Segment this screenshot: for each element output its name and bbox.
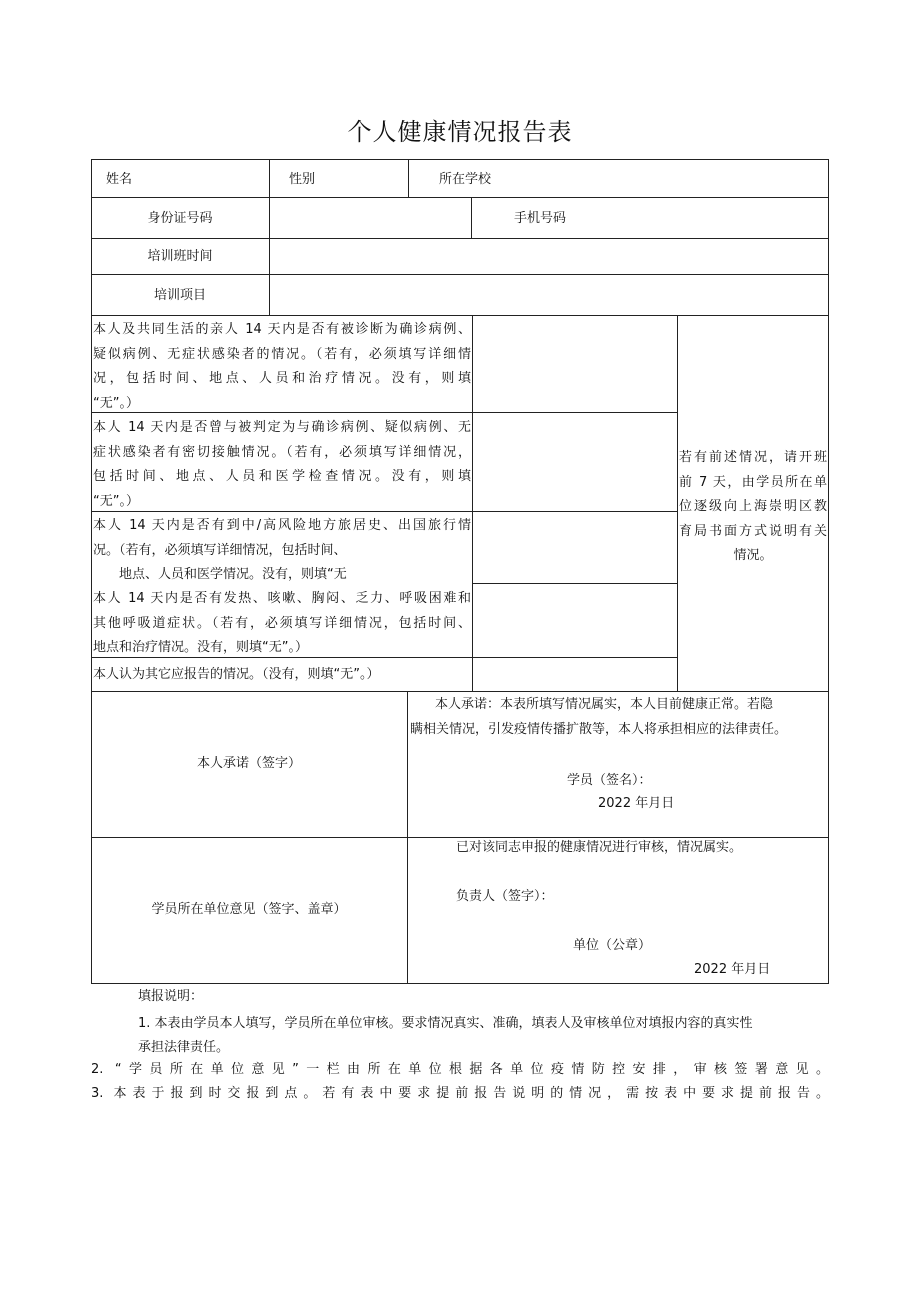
promise-text: 本人承诺：本表所填写情况属实，本人目前健康正常。若隐 瞒相关情况，引发疫情传播扩散等，本人将承担相应的法律责任。: [410, 697, 788, 737]
unit-opinion-label: 学员所在单位意见（签字、盖章）: [151, 902, 347, 917]
training-project-label: 培训项目: [153, 288, 206, 303]
promise-date: 2022 年月日: [598, 796, 675, 811]
gender-label: 性别: [289, 172, 316, 187]
form-title: 个人健康情况报告表: [347, 118, 573, 146]
training-time-label: 培训班时间: [147, 249, 213, 264]
unit-review-text: 已对该同志申报的健康情况进行审核，情况属实。: [456, 840, 743, 855]
unit-seal: 单位（公章）: [573, 938, 652, 953]
side-note: 若有前述情况，请开班 前 7 天，由学员所在单 位逐级向上海崇明区教 育局书面方式说明有关 情况。: [679, 450, 827, 563]
school-label: 所在学校: [439, 172, 492, 187]
question-4: 本人 14 天内是否有发热、咳嗽、胸闷、乏力、呼吸困难和 其他呼吸道症状。（若有，必须填写详细情况，包括时间、 地点和治疗情况。没有，则填“无”。）: [93, 591, 471, 655]
question-1: 本人及共同生活的亲人 14 天内是否有被诊断为确诊病例、 疑似病例、无症状感染者的情况。（若有，必须填写详细情 况，包括时间、地点、人员和治疗情况。没有，则填 “无”。）: [93, 322, 471, 411]
leader-signature: 负责人（签字）：: [456, 889, 554, 904]
unit-date: 2022 年月日: [694, 962, 771, 977]
id-number-label: 身份证号码: [147, 211, 213, 226]
student-signature: 学员（签名）：: [567, 773, 652, 788]
name-label: 姓名: [106, 172, 133, 187]
note-2: 2. “学员所在单位意见”一栏由所在单位根据各单位疫情防控安排，审核签署意见。: [91, 1062, 829, 1077]
question-3: 本人 14 天内是否有到中/高风险地方旅居史、出国旅行情 况。（若有，必须填写详细情况，包括时间、 地点、人员和医学情况。没有，则填“无: [93, 518, 471, 582]
note-3: 3. 本表于报到时交报到点。若有表中要求提前报告说明的情况，需按表中要求提前报告。: [91, 1086, 829, 1101]
notes-heading: 填报说明：: [138, 989, 204, 1004]
question-5: 本人认为其它应报告的情况。（没有，则填“无”。）: [93, 667, 380, 682]
question-2: 本人 14 天内是否曾与被判定为与确诊病例、疑似病例、无 症状感染者有密切接触情况。（若有，必须填写详细情况， 包括时间、地点、人员和医学检查情况。没有，则填 “无”。）: [93, 420, 471, 509]
promise-label: 本人承诺（签字）: [196, 756, 301, 771]
phone-label: 手机号码: [514, 211, 567, 226]
note-1: 1. 本表由学员本人填写，学员所在单位审核。要求情况真实、准确，填表人及审核单位对填报内容的真实性 承担法律责任。: [138, 1016, 753, 1055]
